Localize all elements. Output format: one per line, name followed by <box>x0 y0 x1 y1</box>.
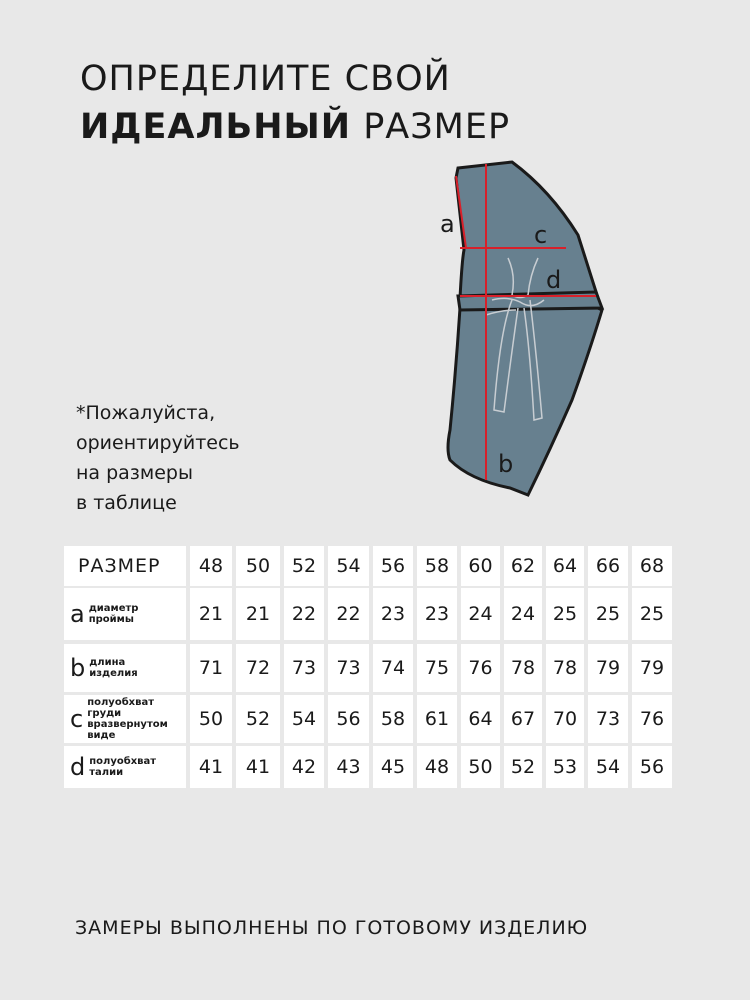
description-line: виде <box>87 730 116 741</box>
title-line-2 <box>80 103 510 151</box>
table-cell: 22 <box>284 588 324 640</box>
table-cell: 78 <box>504 644 542 692</box>
row-description <box>89 756 156 778</box>
table-cell: 48 <box>417 746 457 788</box>
row-description <box>89 603 139 625</box>
table-cell: 41 <box>236 746 280 788</box>
size-header-cell: 50 <box>236 546 280 586</box>
row-label-d <box>64 746 186 788</box>
page-title <box>80 55 510 151</box>
table-cell: 23 <box>373 588 413 640</box>
label-a: a <box>440 210 455 238</box>
label-c: c <box>534 221 548 249</box>
size-note <box>76 398 240 518</box>
table-cell: 21 <box>190 588 232 640</box>
label-b: b <box>498 450 514 478</box>
note-line-2: ориентируйтесь <box>76 432 240 454</box>
size-header-cell: 66 <box>588 546 628 586</box>
size-header-cell: 64 <box>546 546 584 586</box>
table-cell: 70 <box>546 695 584 743</box>
description-line: длина <box>89 657 126 668</box>
note-line-4: в таблице <box>76 492 177 514</box>
table-cell: 53 <box>546 746 584 788</box>
table-cell: 74 <box>373 644 413 692</box>
table-cell: 25 <box>588 588 628 640</box>
table-cell: 72 <box>236 644 280 692</box>
table-cell: 58 <box>373 695 413 743</box>
table-cell: 79 <box>588 644 628 692</box>
size-header-cell: 58 <box>417 546 457 586</box>
table-cell: 25 <box>546 588 584 640</box>
table-cell: 56 <box>632 746 672 788</box>
note-line-3: на размеры <box>76 462 193 484</box>
table-cell: 54 <box>284 695 324 743</box>
title-rest: РАЗМЕР <box>351 107 511 147</box>
row-description <box>87 697 168 741</box>
table-cell: 45 <box>373 746 413 788</box>
table-cell: 56 <box>328 695 369 743</box>
garment-upper <box>456 162 598 298</box>
garment-svg <box>420 150 620 520</box>
table-cell: 71 <box>190 644 232 692</box>
size-header-cell: 54 <box>328 546 369 586</box>
row-letter: c <box>70 705 84 733</box>
table-cell: 76 <box>632 695 672 743</box>
table-cell: 24 <box>504 588 542 640</box>
table-cell: 52 <box>504 746 542 788</box>
note-line-1: *Пожалуйста, <box>76 402 216 424</box>
row-letter: a <box>70 600 85 628</box>
description-line: полуобхват <box>89 756 157 767</box>
table-cell: 73 <box>588 695 628 743</box>
footer-note: ЗАМЕРЫ ВЫПОЛНЕНЫ ПО ГОТОВОМУ ИЗДЕЛИЮ <box>75 917 589 939</box>
table-cell: 21 <box>236 588 280 640</box>
description-line: диаметр <box>88 603 139 614</box>
row-description <box>89 657 137 679</box>
garment-diagram <box>420 150 620 520</box>
table-cell: 76 <box>461 644 500 692</box>
table-cell: 50 <box>190 695 232 743</box>
garment-lower <box>448 308 602 495</box>
table-cell: 50 <box>461 746 500 788</box>
table-cell: 43 <box>328 746 369 788</box>
description-line: талии <box>89 767 124 778</box>
table-cell: 54 <box>588 746 628 788</box>
description-line: груди <box>87 708 122 719</box>
description-line: полуобхват <box>87 697 154 708</box>
size-header-cell: 68 <box>632 546 672 586</box>
table-cell: 25 <box>632 588 672 640</box>
table-cell: 23 <box>417 588 457 640</box>
table-cell: 42 <box>284 746 324 788</box>
row-label-a <box>64 588 186 640</box>
size-header-cell: 48 <box>190 546 232 586</box>
table-cell: 75 <box>417 644 457 692</box>
table-cell: 73 <box>284 644 324 692</box>
size-header-cell: 56 <box>373 546 413 586</box>
table-cell: 24 <box>461 588 500 640</box>
label-d: d <box>546 266 562 294</box>
size-header-cell: 60 <box>461 546 500 586</box>
size-header-cell: 52 <box>284 546 324 586</box>
row-label-c <box>64 695 186 743</box>
row-letter: d <box>70 753 86 781</box>
size-header-label: РАЗМЕР <box>64 546 186 586</box>
table-cell: 67 <box>504 695 542 743</box>
description-line: вразвернутом <box>87 719 168 730</box>
title-line-1: ОПРЕДЕЛИТЕ СВОЙ <box>80 59 451 99</box>
row-label-b <box>64 644 186 692</box>
table-cell: 73 <box>328 644 369 692</box>
description-line: проймы <box>88 614 134 625</box>
table-cell: 52 <box>236 695 280 743</box>
size-header-cell: 62 <box>504 546 542 586</box>
table-cell: 79 <box>632 644 672 692</box>
table-cell: 61 <box>417 695 457 743</box>
table-cell: 22 <box>328 588 369 640</box>
row-letter: b <box>70 654 86 682</box>
table-cell: 41 <box>190 746 232 788</box>
description-line: изделия <box>89 668 138 679</box>
table-cell: 64 <box>461 695 500 743</box>
title-bold: ИДЕАЛЬНЫЙ <box>80 107 352 147</box>
table-cell: 78 <box>546 644 584 692</box>
